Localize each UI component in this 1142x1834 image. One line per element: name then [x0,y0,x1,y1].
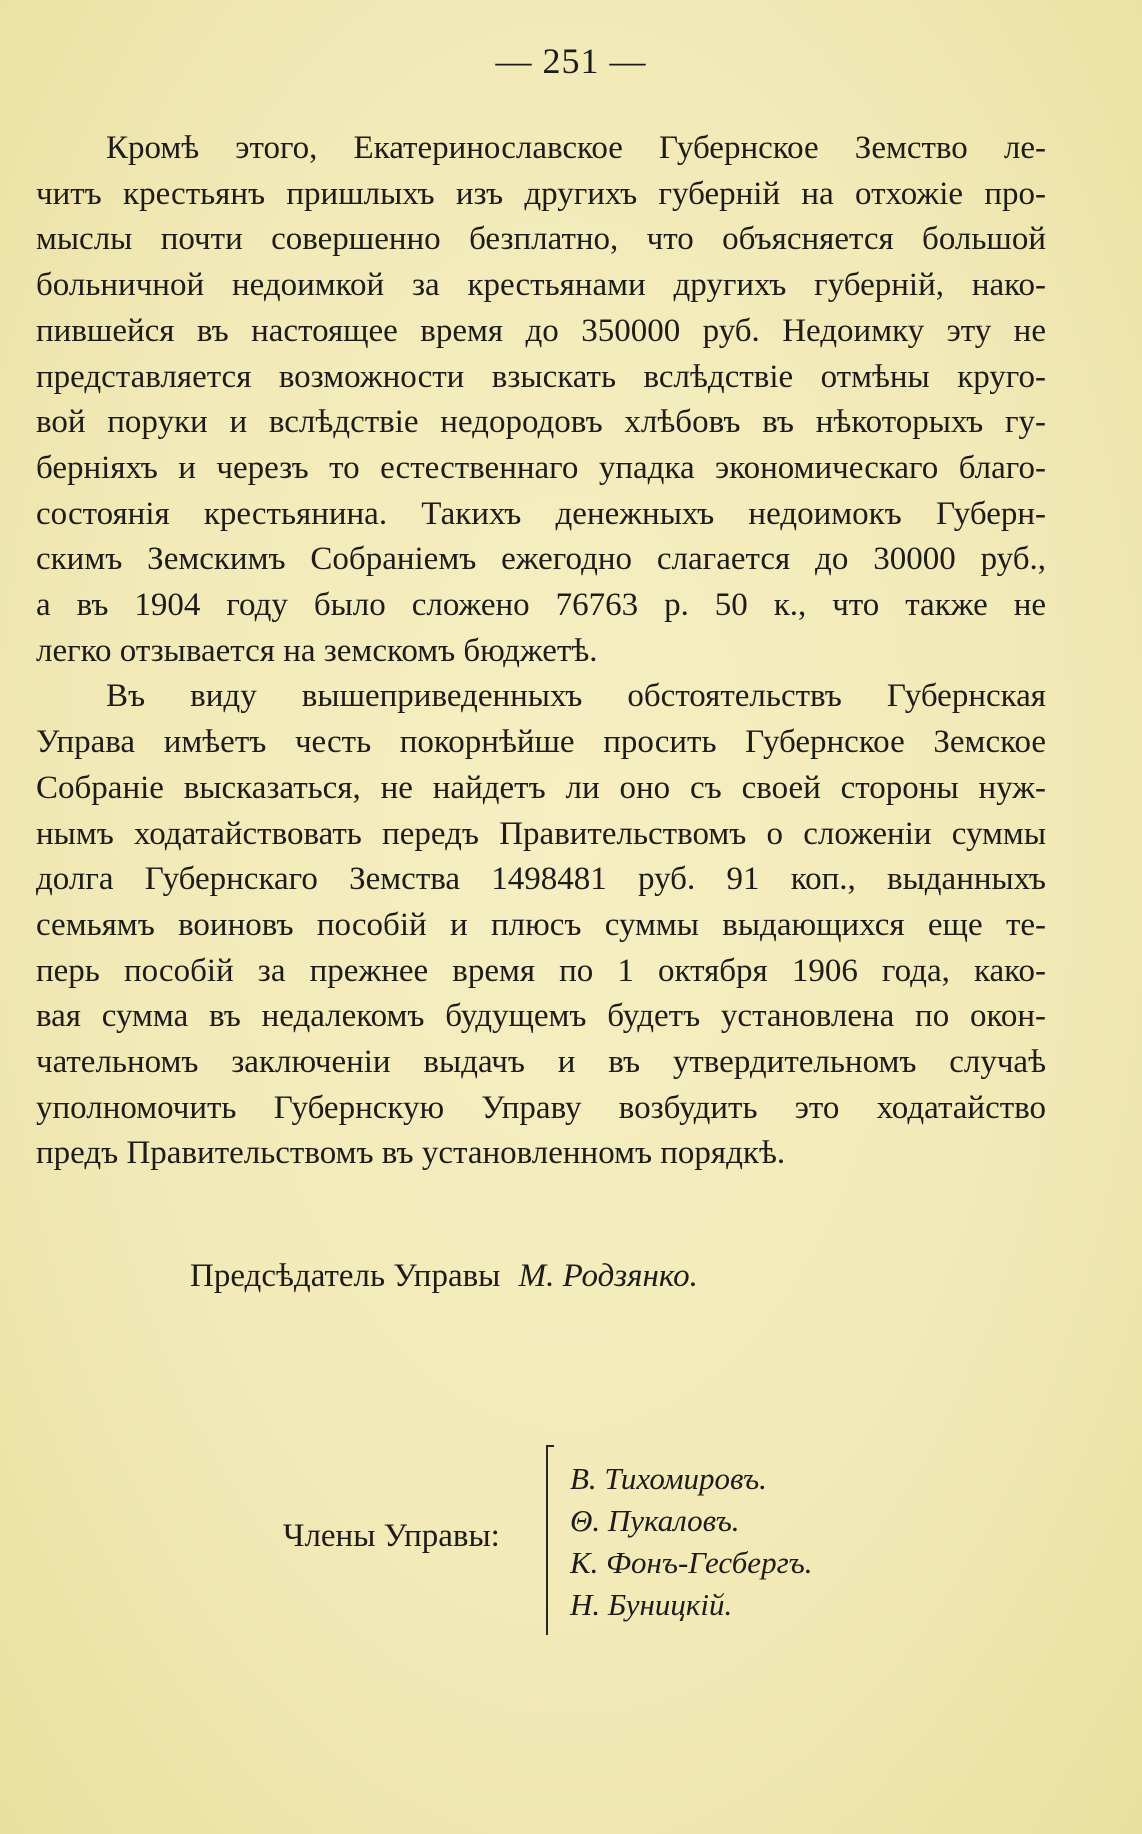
text-line: вой поруки и вслѣдствіе недородовъ хлѣбовъ въ нѣкоторыхъ гу- [36,404,1046,441]
text-line: представляется возможности взыскать вслѣдствіе отмѣны круго- [36,358,1046,395]
members-label: Члены Управы: [283,1518,500,1554]
text-line: читъ крестьянъ пришлыхъ изъ другихъ губерній на отхожіе про- [36,175,1046,212]
text-line: скимъ Земскимъ Собраніемъ ежегодно слагается до 30000 руб., [36,541,1046,578]
text-line: предъ Правительствомъ въ установленномъ порядкѣ. [36,1135,786,1172]
text-line: Кромѣ этого, Екатеринославское Губернское Земство ле- [106,130,1046,166]
text-line: легко отзывается на земскомъ бюджетѣ. [36,632,598,669]
text-line: вая сумма въ недалекомъ будущемъ будетъ установлена по окон- [36,998,1046,1035]
text-line: состоянія крестьянина. Такихъ денежныхъ недоимокъ Губерн- [36,495,1046,532]
members-list [570,1458,813,1626]
chairman-signature-line [190,1258,698,1295]
members-brace-tick [546,1445,554,1447]
member-name: В. Тихомировъ. [570,1461,767,1496]
text-line: чательномъ заключеніи выдачъ и въ утвердительномъ случаѣ [36,1044,1046,1081]
member-name: Н. Буницкій. [570,1587,733,1622]
member-name: Θ. Пукаловъ. [570,1503,740,1538]
text-line: а въ 1904 году было сложено 76763 р. 50 к., что также не [36,587,1046,624]
text-line: долга Губернскаго Земства 1498481 руб. 91 коп., выданныхъ [36,861,1046,898]
text-line: нымъ ходатайствовать передъ Правительствомъ о сложеніи суммы [36,815,1046,852]
text-line: мыслы почти совершенно безплатно, что объясняется большой [36,221,1046,258]
body-text [36,126,1046,1177]
text-line: берніяхъ и черезъ то естественнаго упадка экономическаго благо- [36,449,1046,486]
text-line: Собраніе высказаться, не найдетъ ли оно съ своей стороны нуж- [36,769,1046,806]
text-line: семьямъ воиновъ пособій и плюсъ суммы выдающихся еще те- [36,906,1046,943]
chairman-name: М. Родзянко. [518,1258,698,1294]
members-brace [546,1445,548,1635]
text-line: перь пособій за прежнее время по 1 октября 1906 года, како- [36,952,1046,989]
chairman-title: Предсѣдатель Управы [190,1258,501,1294]
text-line: Въ виду вышеприведенныхъ обстоятельствъ Губернская [106,678,1046,715]
page-number: — 251 — [495,41,647,81]
text-line: пившейся въ настоящее время до 350000 руб. Недоимку эту не [36,312,1046,349]
text-line: больничной недоимкой за крестьянами другихъ губерній, нако- [36,267,1046,304]
text-line: уполномочить Губернскую Управу возбудить это ходатайство [36,1089,1046,1126]
paragraph-2 [36,674,1046,1177]
text-line: Управа имѣетъ честь покорнѣйше просить Губернское Земское [36,724,1046,761]
member-name: К. Фонъ-Гесбергъ. [570,1545,813,1580]
paragraph-1 [36,126,1046,674]
